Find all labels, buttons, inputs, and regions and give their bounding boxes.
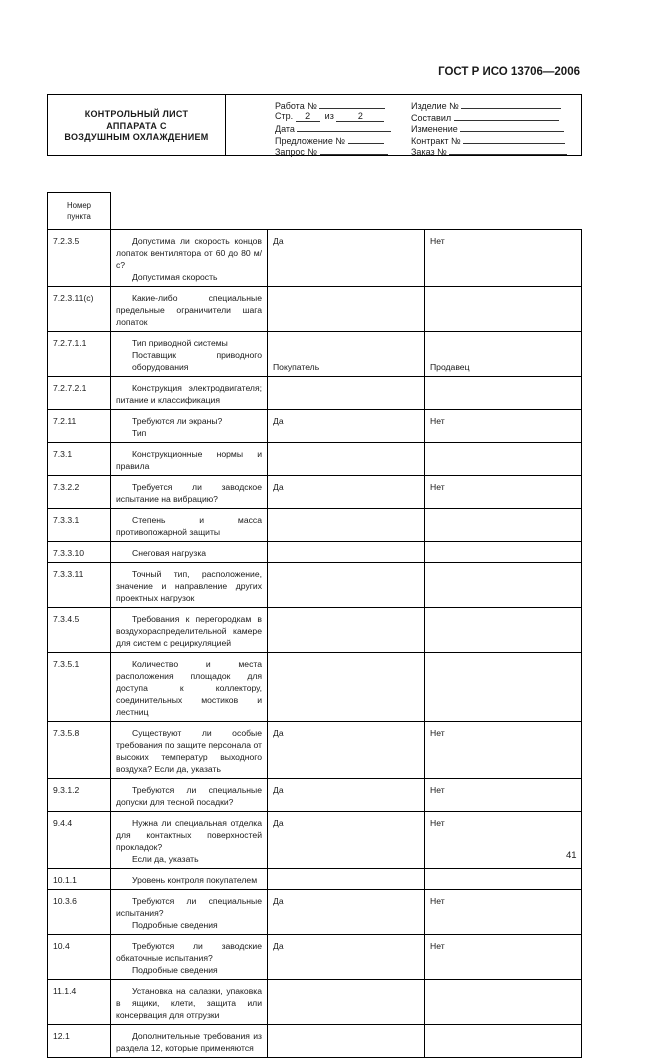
question-text: Существуют ли особые требования по защите персонала от высоких температур выходного воздуха? Если да, указать: [116, 728, 262, 774]
question-cell: [111, 230, 268, 287]
answer-yes-cell[interactable]: Да: [268, 890, 425, 935]
answer-yes-cell[interactable]: [268, 377, 425, 410]
question-cell: [111, 653, 268, 722]
question-cell: [111, 890, 268, 935]
answer-no-cell[interactable]: [425, 608, 582, 653]
item-number-cell: 12.1: [48, 1025, 111, 1058]
request-field: [275, 145, 388, 157]
answer-no-cell[interactable]: Нет: [425, 935, 582, 980]
question-cell: [111, 509, 268, 542]
order-blank[interactable]: [449, 145, 567, 155]
question-text: Точный тип, расположение, значение и направление других проектных нагрузок: [116, 569, 262, 603]
answer-no-cell[interactable]: [425, 869, 582, 890]
table-row: [48, 443, 582, 476]
question-text: Требуются ли экраны?: [132, 416, 223, 426]
answer-yes-cell[interactable]: Покупатель: [268, 332, 425, 377]
header-spacer: [111, 193, 268, 230]
table-row: [48, 332, 582, 377]
title-line-1: КОНТРОЛЬНЫЙ ЛИСТ: [84, 109, 189, 119]
answer-no-cell[interactable]: [425, 563, 582, 608]
answer-no-cell[interactable]: Нет: [425, 410, 582, 443]
table-row: [48, 890, 582, 935]
table-row: [48, 410, 582, 443]
question-text: Подробные сведения: [132, 920, 218, 930]
question-text: Требования к перегородкам в воздухораспределительной камере для систем с рециркуляцией: [116, 614, 262, 648]
question-cell: [111, 410, 268, 443]
item-field: [411, 99, 561, 111]
question-cell: [111, 377, 268, 410]
table-row: [48, 476, 582, 509]
page-total-value: 2: [336, 112, 384, 122]
question-text: Требуются ли заводские обкаточные испытания?: [116, 941, 262, 963]
question-cell: [111, 812, 268, 869]
table-row: [48, 935, 582, 980]
item-number-cell: 7.3.5.1: [48, 653, 111, 722]
question-text: Тип: [132, 428, 147, 438]
answer-yes-cell[interactable]: [268, 542, 425, 563]
question-text: Какие-либо специальные предельные ограничители шага лопаток: [116, 293, 262, 327]
table-row: [48, 509, 582, 542]
question-cell: [111, 332, 268, 377]
compiled-field: [411, 111, 559, 123]
item-number-cell: 11.1.4: [48, 980, 111, 1025]
work-number-field: [275, 99, 385, 111]
item-number-header: Номер пункта: [48, 193, 111, 230]
title-line-2: АППАРАТА С: [106, 120, 167, 131]
question-text: Требуются ли специальные допуски для тесной посадки?: [116, 785, 262, 807]
answer-yes-cell[interactable]: Да: [268, 476, 425, 509]
date-field: [275, 122, 391, 134]
answer-yes-cell[interactable]: [268, 563, 425, 608]
answer-yes-cell[interactable]: Да: [268, 230, 425, 287]
answer-no-cell[interactable]: [425, 653, 582, 722]
item-number-cell: 7.2.7.1.1: [48, 332, 111, 377]
answer-yes-cell[interactable]: [268, 1025, 425, 1058]
item-number-cell: 7.2.3.11(c): [48, 287, 111, 332]
item-number-cell: 7.3.3.11: [48, 563, 111, 608]
table-row: [48, 230, 582, 287]
compiled-label: Составил: [411, 112, 452, 123]
contract-blank[interactable]: [463, 134, 565, 144]
answer-no-cell[interactable]: Нет: [425, 230, 582, 287]
answer-yes-cell[interactable]: [268, 287, 425, 332]
question-text: Конструкционные нормы и правила: [116, 449, 262, 471]
question-cell: [111, 563, 268, 608]
compiled-blank[interactable]: [454, 111, 559, 121]
answer-yes-cell[interactable]: [268, 869, 425, 890]
question-cell: [111, 1025, 268, 1058]
question-cell: [111, 443, 268, 476]
table-row: [48, 542, 582, 563]
question-cell: [111, 779, 268, 812]
answer-no-cell[interactable]: [425, 377, 582, 410]
question-cell: [111, 869, 268, 890]
question-text: Количество и места расположения площадок для доступа к коллектору, соединительных мостиков и лестниц: [116, 659, 262, 717]
work-number-label: Работа №: [275, 101, 317, 111]
question-text: Если да, указать: [132, 854, 199, 864]
item-blank[interactable]: [461, 99, 561, 109]
answer-yes-cell[interactable]: [268, 509, 425, 542]
item-number-cell: 7.3.5.8: [48, 722, 111, 779]
request-blank[interactable]: [320, 145, 388, 155]
question-text: Снеговая нагрузка: [132, 548, 207, 558]
answer-yes-cell[interactable]: [268, 443, 425, 476]
answer-no-cell[interactable]: [425, 542, 582, 563]
answer-no-cell[interactable]: Нет: [425, 476, 582, 509]
question-text: Подробные сведения: [132, 965, 218, 975]
contract-field: [411, 134, 565, 146]
standard-designation: ГОСТ Р ИСО 13706—2006: [438, 66, 580, 78]
checklist-header-block: [47, 94, 582, 156]
question-cell: [111, 476, 268, 509]
answer-no-cell[interactable]: [425, 287, 582, 332]
page-of-label: из: [324, 110, 334, 121]
answer-yes-cell[interactable]: Да: [268, 722, 425, 779]
item-number-cell: 7.3.1: [48, 443, 111, 476]
date-blank[interactable]: [297, 122, 391, 132]
checklist-title: [48, 95, 226, 155]
answer-no-cell[interactable]: Нет: [425, 890, 582, 935]
answer-no-cell[interactable]: [425, 509, 582, 542]
question-cell: [111, 980, 268, 1025]
answer-no-cell[interactable]: [425, 443, 582, 476]
question-text: Требуются ли специальные испытания?: [116, 896, 262, 918]
question-cell: [111, 935, 268, 980]
item-number-cell: 7.3.3.1: [48, 509, 111, 542]
change-label: Изменение: [411, 124, 458, 134]
item-number-cell: 9.4.4: [48, 812, 111, 869]
table-row: [48, 722, 582, 779]
table-row: [48, 779, 582, 812]
change-field: [411, 122, 564, 134]
answer-yes-cell[interactable]: Да: [268, 935, 425, 980]
question-text: Уровень контроля покупателем: [132, 875, 258, 885]
page-label: Стр.: [275, 110, 294, 121]
request-label: Запрос №: [275, 147, 317, 157]
question-cell: [111, 287, 268, 332]
table-row: [48, 287, 582, 332]
order-label: Заказ №: [411, 147, 447, 157]
answer-yes-cell[interactable]: Да: [268, 410, 425, 443]
page-value: 2: [296, 112, 320, 122]
question-cell: [111, 608, 268, 653]
answer-no-cell[interactable]: Нет: [425, 722, 582, 779]
table-header-row: [48, 193, 582, 230]
question-text: Нужна ли специальная отделка для контактных поверхностей прокладок?: [116, 818, 262, 852]
answer-no-cell[interactable]: [425, 1025, 582, 1058]
answer-yes-cell[interactable]: Да: [268, 812, 425, 869]
proposal-field: [275, 134, 384, 146]
table-row: [48, 1025, 582, 1058]
answer-no-cell[interactable]: Нет: [425, 779, 582, 812]
item-number-cell: 10.4: [48, 935, 111, 980]
item-number-cell: 10.3.6: [48, 890, 111, 935]
question-text: Дополнительные требования из раздела 12, которые применяются: [116, 1031, 262, 1053]
question-text: Тип приводной системы: [132, 338, 228, 348]
question-cell: [111, 722, 268, 779]
item-label: Изделие №: [411, 101, 459, 111]
question-text: Допустима ли скорость концов лопаток вентилятора от 60 до 80 м/с?: [116, 236, 262, 270]
item-number-cell: 10.1.1: [48, 869, 111, 890]
question-text: Установка на салазки, упаковка в ящики, клети, защита или консервация для отгрузки: [116, 986, 262, 1020]
checklist-table: [47, 192, 582, 1058]
table-row: [48, 869, 582, 890]
answer-yes-cell[interactable]: [268, 980, 425, 1025]
item-number-cell: 7.2.7.2.1: [48, 377, 111, 410]
answer-no-cell[interactable]: Продавец: [425, 332, 582, 377]
answer-no-cell[interactable]: Нет: [425, 812, 582, 869]
proposal-blank[interactable]: [348, 134, 384, 144]
item-number-cell: 7.3.2.2: [48, 476, 111, 509]
page-field: [275, 111, 384, 122]
table-row: [48, 653, 582, 722]
contract-label: Контракт №: [411, 135, 461, 146]
table-row: [48, 563, 582, 608]
date-label: Дата: [275, 124, 295, 134]
page-number: 41: [566, 850, 577, 861]
item-number-cell: 7.3.3.10: [48, 542, 111, 563]
question-text: Допустимая скорость: [132, 272, 218, 282]
answer-yes-cell[interactable]: Да: [268, 779, 425, 812]
item-number-cell: 9.3.1.2: [48, 779, 111, 812]
table-row: [48, 980, 582, 1025]
change-blank[interactable]: [460, 122, 564, 132]
item-number-cell: 7.2.11: [48, 410, 111, 443]
order-field: [411, 145, 567, 157]
title-line-3: ВОЗДУШНЫМ ОХЛАЖДЕНИЕМ: [64, 132, 209, 142]
table-row: [48, 608, 582, 653]
work-number-blank[interactable]: [319, 99, 385, 109]
proposal-label: Предложение №: [275, 135, 345, 146]
question-cell: [111, 542, 268, 563]
table-row: [48, 812, 582, 869]
question-text: Степень и масса противопожарной защиты: [116, 515, 262, 537]
answer-yes-cell[interactable]: [268, 608, 425, 653]
question-text: Требуется ли заводское испытание на вибрацию?: [116, 482, 262, 504]
answer-yes-cell[interactable]: [268, 653, 425, 722]
item-number-cell: 7.3.4.5: [48, 608, 111, 653]
answer-no-cell[interactable]: [425, 980, 582, 1025]
question-text: Конструкция электродвигателя; питание и классификация: [116, 383, 262, 405]
question-text: Поставщик приводного оборудования: [132, 350, 262, 372]
item-number-cell: 7.2.3.5: [48, 230, 111, 287]
table-row: [48, 377, 582, 410]
